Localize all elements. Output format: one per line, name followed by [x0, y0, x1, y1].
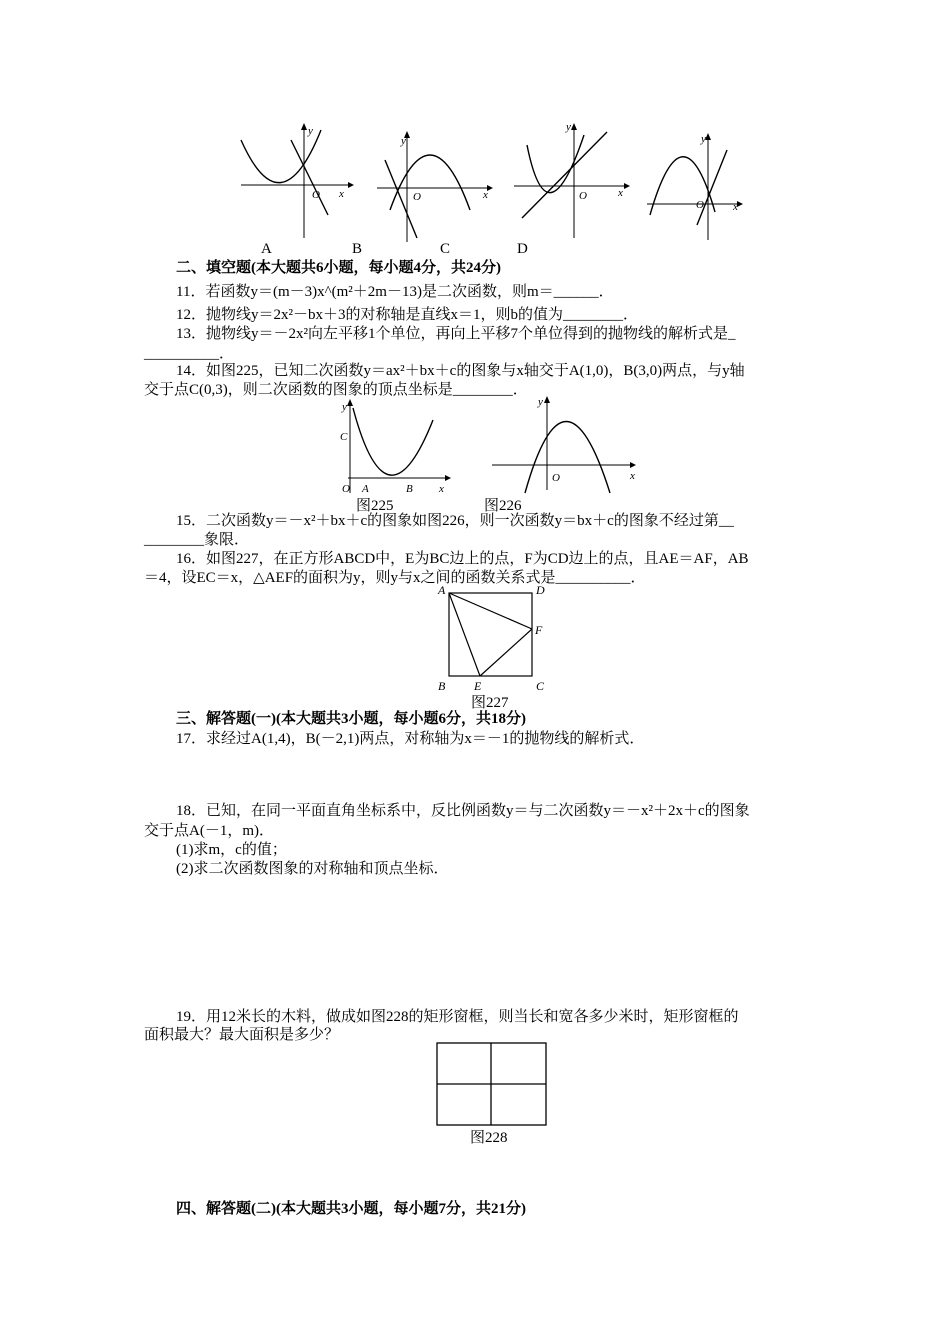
label-b: B: [406, 483, 413, 495]
fig227-caption: 图227: [471, 695, 509, 711]
question-11: 11．若函数y＝(m－3)x^(m²＋2m－13)是二次函数，则m＝______．: [176, 284, 614, 300]
figure-228: [436, 1042, 548, 1128]
choice-label-b: B: [352, 241, 363, 257]
question-14-line2: 交于点C(0,3)，则二次函数的图象的顶点坐标是________．: [144, 382, 528, 398]
choice-graph-b: [375, 130, 495, 245]
choice-label-c: C: [440, 241, 451, 257]
question-16-line1: 16．如图227，在正方形ABCD中，E为BC边上的点，F为CD边上的点，且AE＝AF，AB: [176, 551, 749, 567]
section2-heading: 二、填空题(本大题共6小题，每小题4分，共24分): [176, 260, 501, 276]
question-15-line1: 15．二次函数y＝－x²＋bx＋c的图象如图226，则一次函数y＝bx＋c的图象不经过第__: [176, 513, 734, 529]
choice-label-d: D: [517, 241, 528, 257]
question-17: 17．求经过A(1,4)，B(－2,1)两点，对称轴为x＝－1的抛物线的解析式．: [176, 731, 645, 747]
svg-text:O: O: [696, 199, 704, 211]
svg-text:x: x: [483, 189, 488, 201]
question-15-line2: ________象限．: [144, 532, 250, 548]
fig225-caption: 图225: [356, 498, 394, 514]
svg-text:O: O: [312, 189, 320, 201]
svg-text:O: O: [413, 191, 421, 203]
section3-heading: 三、解答题(一)(本大题共3小题，每小题6分，共18分): [176, 711, 526, 727]
svg-text:y: y: [401, 135, 406, 147]
svg-text:D: D: [536, 583, 545, 597]
question-14-line1: 14．如图225，已知二次函数y＝ax²＋bx＋c的图象与x轴交于A(1,0)，B(3,0)两点，与y轴: [176, 363, 745, 379]
choice-graph-c: [512, 120, 632, 240]
figure-225: [340, 398, 455, 498]
svg-text:x: x: [339, 188, 344, 200]
question-19-line1: 19．用12米长的木料，做成如图228的矩形窗框，则当长和宽各多少米时，矩形窗框的: [176, 1009, 739, 1025]
question-12: 12．抛物线y＝2x²－bx＋3的对称轴是直线x＝1，则b的值为________．: [176, 307, 638, 323]
svg-text:O: O: [579, 190, 587, 202]
svg-text:y: y: [342, 401, 347, 413]
label-c: C: [340, 431, 348, 443]
svg-text:O: O: [342, 483, 350, 495]
question-13-line2: __________．: [144, 346, 235, 362]
svg-text:x: x: [630, 470, 635, 482]
figure-226: [490, 395, 640, 495]
section4-heading: 四、解答题(二)(本大题共3小题，每小题7分，共21分): [176, 1201, 526, 1217]
svg-text:y: y: [566, 121, 571, 133]
choice-graph-d: [645, 130, 755, 245]
svg-text:O: O: [552, 472, 560, 484]
choice-graph-a: [236, 120, 356, 240]
question-18-sub2: (2)求二次函数图象的对称轴和顶点坐标．: [176, 861, 449, 877]
question-13-line1: 13．抛物线y＝－2x²向左平移1个单位，再向上平移7个单位得到的抛物线的解析式是_: [176, 326, 736, 342]
svg-text:x: x: [618, 187, 623, 199]
svg-text:C: C: [536, 679, 545, 693]
svg-text:y: y: [701, 133, 706, 145]
figure-227: [430, 582, 555, 692]
svg-text:x: x: [733, 201, 738, 213]
question-16-line2: ＝4，设EC＝x，△AEF的面积为y，则y与x之间的函数关系式是__________．: [144, 570, 646, 586]
svg-text:y: y: [538, 396, 543, 408]
svg-text:B: B: [438, 679, 446, 693]
svg-text:A: A: [438, 583, 446, 597]
question-18-line1: 18．已知，在同一平面直角坐标系中，反比例函数y＝与二次函数y＝－x²＋2x＋c的图象: [176, 803, 750, 819]
question-18-sub1: (1)求m，c的值；: [176, 842, 287, 858]
svg-text:E: E: [474, 679, 482, 693]
svg-text:y: y: [308, 125, 313, 137]
fig226-caption: 图226: [484, 498, 522, 514]
question-18-line2: 交于点A(－1，m)．: [144, 823, 274, 839]
svg-text:F: F: [535, 623, 543, 637]
fig228-caption: 图228: [470, 1130, 508, 1146]
label-a: A: [362, 483, 369, 495]
choice-label-a: A: [261, 241, 272, 257]
question-19-line2: 面积最大？最大面积是多少？: [144, 1027, 340, 1043]
svg-text:x: x: [439, 483, 444, 495]
